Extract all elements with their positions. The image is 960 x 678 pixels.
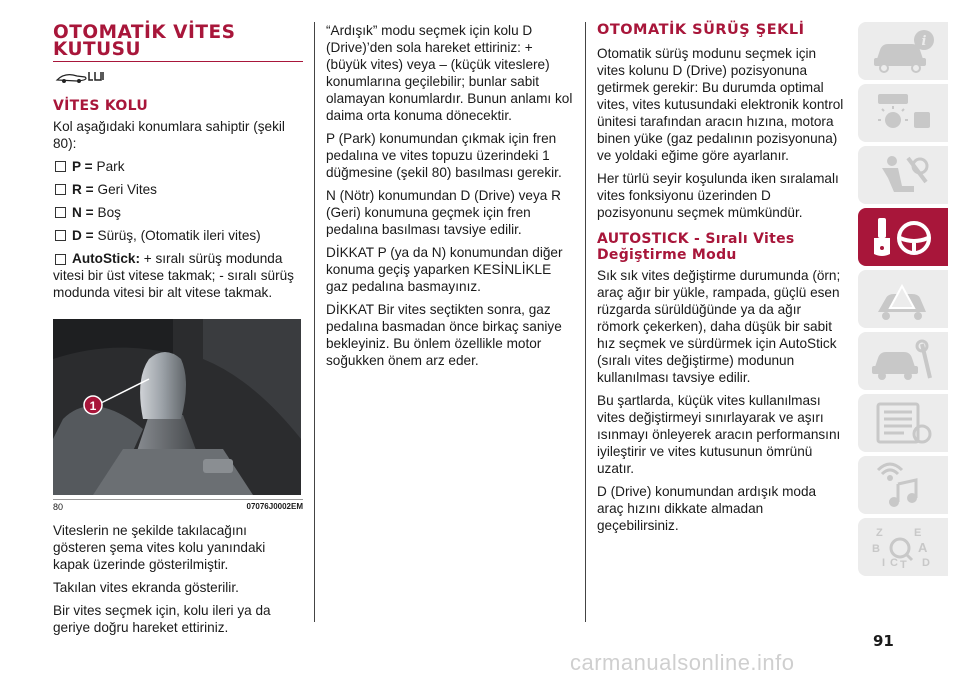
gear-lever-figure: [53, 319, 301, 495]
paragraph: N (Nötr) konumundan D (Drive) veya R (Geri) konumuna geçmek için fren pedalına basılması tavsiye edilir.: [326, 188, 561, 237]
paragraph: Sık sık vites değiştirme durumunda (örn; araç ağır bir yükle, rampada, güçlü esen rüzgarda sürüldüğünde ya da ağır römork çekerken), daha düşük bir sabit hız seçmek ve sürdürmek için AutoStick (sıralı vites değiştirme) modunun kullanılması tavsiye edilir.: [597, 268, 841, 385]
checkbox-bullet-icon: [55, 230, 66, 241]
section-title: OTOMATİK VİTES KUTUSU: [53, 22, 236, 60]
dashboard-lights-icon: [868, 90, 938, 136]
svg-text:A: A: [918, 540, 928, 555]
tab-dashboard-lights[interactable]: [858, 84, 948, 142]
list-item: D = Sürüş, (Otomatik ileri vites): [53, 227, 303, 244]
paragraph: Her türlü seyir koşulunda iken sıralamalı vites fonksiyonu üzerinden D pozisyonunu seçmek mümkündür.: [597, 171, 839, 220]
tab-emergency[interactable]: [858, 270, 948, 328]
tab-car-info[interactable]: [858, 22, 948, 80]
paragraph: Takılan vites ekranda gösterilir.: [53, 580, 239, 595]
specifications-list-icon: [868, 400, 938, 446]
title-rule: [53, 61, 303, 62]
checkbox-bullet-icon: [55, 184, 66, 195]
page-number: 91: [873, 632, 894, 650]
subsection-heading: VİTES KOLU: [53, 98, 149, 114]
list-item-autostick: AutoStick: + sıralı sürüş modunda vitesi bir üst vitese takmak; - sıralı sürüş modunda vitesi bir alt vitese takmak.: [53, 251, 294, 300]
multimedia-icon: [868, 462, 938, 508]
svg-text:E: E: [914, 527, 922, 539]
figure-callout: 1: [89, 399, 97, 413]
warning-triangle-icon: [868, 276, 938, 322]
figure-code: 07076J0002EM: [246, 502, 303, 511]
column-divider: [585, 22, 586, 622]
paragraph: D (Drive) konumundan ardışık moda araç hızını dikkate almadan geçebilirsiniz.: [597, 484, 817, 533]
car-info-icon: [868, 28, 938, 74]
checkbox-bullet-icon: [55, 161, 66, 172]
paragraph: Otomatik sürüş modunu seçmek için vites kolunu D (Drive) pozisyonuna getirmek gerekir: Bu durumda optimal vites, vites kutusundaki elektronik kontrol ünitesi tarafından aracın hızına, motora binen yüke (gaz pedalının pozisyonuna) ve yoldaki eğime göre ayarlanır.: [597, 46, 844, 163]
paragraph: “Ardışık” modu seçmek için kolu D (Drive)’den sola hareket ettiriniz: + (büyük vites) veya – (küçük viteslere) konumlarına geçilebilir; bunlar sabit olamayan konumlardır. Bunun anlamı kol daima orta konuma dönecektir.: [326, 23, 573, 123]
svg-text:T: T: [900, 559, 907, 570]
figure-number: 80: [53, 502, 64, 512]
svg-text:C: C: [890, 557, 898, 569]
tab-starting-driving[interactable]: [858, 208, 948, 266]
svg-text:Z: Z: [876, 527, 883, 539]
subsection-heading: AUTOSTICK - Sıralı Vites Değiştirme Modu: [597, 231, 795, 263]
column-3: [597, 22, 845, 540]
tab-maintenance[interactable]: [858, 332, 948, 390]
gear-lever-illustration: [53, 319, 301, 495]
car-maintenance-icon: [868, 338, 938, 384]
svg-text:D: D: [922, 557, 930, 569]
checkbox-bullet-icon: [55, 254, 66, 265]
intro-paragraph: Kol aşağıdaki konumlara sahiptir (şekil 80):: [53, 119, 285, 151]
chapter-tabs: [858, 22, 960, 580]
paragraph: P (Park) konumundan çıkmak için fren pedalına ve vites topuzu üzerindeki 1 düğmesine (şekil 80) basılması gerekir.: [326, 131, 562, 180]
column-2: [326, 22, 574, 375]
paragraph: Bir vites seçmek için, kolu ileri ya da geriye doğru hareket ettiriniz.: [53, 603, 271, 635]
svg-text:i: i: [921, 34, 927, 49]
section-title: OTOMATİK SÜRÜŞ ŞEKLİ: [597, 22, 805, 38]
svg-text:I: I: [882, 557, 886, 569]
tab-index[interactable]: [858, 518, 948, 576]
list-item: R = Geri Vites: [53, 181, 303, 198]
column-1: [53, 22, 303, 642]
paragraph: DİKKAT Bir vites seçtikten sonra, gaz pedalına basmadan önce birkaç saniye bekleyiniz. Bu önlem özellikle motor soğukken önem arz eder.: [326, 302, 562, 368]
alphabetical-index-icon: [868, 524, 938, 570]
airbag-seat-icon: [868, 152, 938, 198]
watermark: carmanualsonline.info: [570, 650, 795, 675]
tab-technical-data[interactable]: [858, 394, 948, 452]
checkbox-bullet-icon: [55, 207, 66, 218]
paragraph: Viteslerin ne şekilde takılacağını gösteren şema vites kolu yanındaki kapak üzerinde gösterilmiştir.: [53, 523, 266, 572]
key-steering-wheel-icon: [868, 214, 938, 260]
tab-safety[interactable]: [858, 146, 948, 204]
list-item: N = Boş: [53, 204, 303, 221]
column-divider: [314, 22, 315, 622]
list-item: P = Park: [53, 158, 303, 175]
tab-multimedia[interactable]: [858, 456, 948, 514]
model-variant-icon: [55, 68, 303, 88]
paragraph: Bu şartlarda, küçük vites kullanılması vites değiştirmeyi sınırlayarak ve aşırı ısınmayı önleyerek aracın performansını iyileştirir ve vites kutusunun ömrünü uzatır.: [597, 393, 841, 476]
figure-caption: [53, 499, 303, 512]
paragraph: DİKKAT P (ya da N) konumundan diğer konuma geçiş yaparken KESİNLİKLE gaz pedalına basmayınız.: [326, 245, 563, 294]
svg-text:B: B: [872, 543, 880, 555]
